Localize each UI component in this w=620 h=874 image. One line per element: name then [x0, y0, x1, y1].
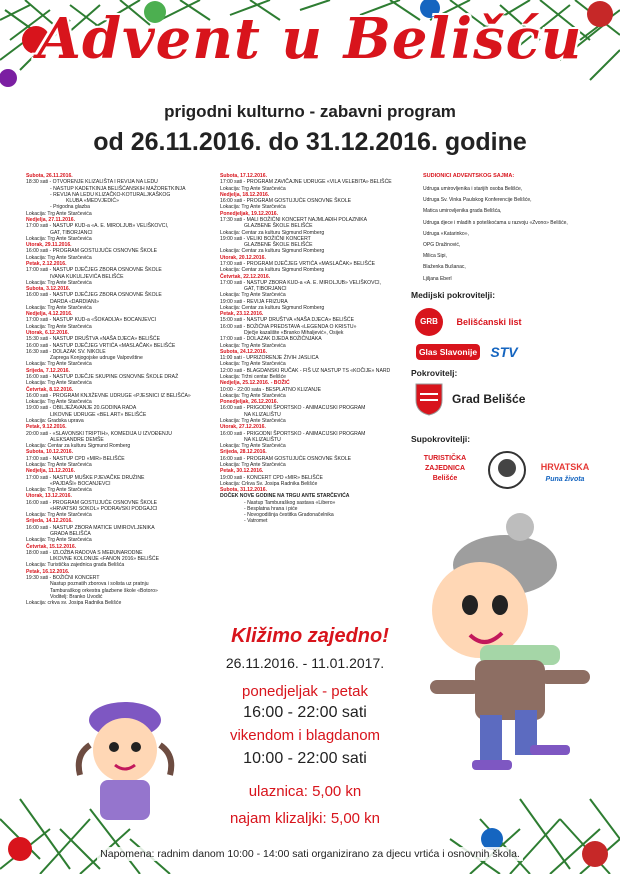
- organizer-item: Udruga «Katarinko»,: [423, 230, 469, 237]
- program-event: Lokacija: Trg Ante Starčevića: [26, 537, 92, 544]
- weekend-hours: 10:00 - 22:00 sati: [243, 750, 367, 767]
- school-badge-icon: [487, 450, 527, 490]
- program-event: 19:00 sati - OBILJEŽAVANJE 20.GODINA RADA: [26, 405, 137, 412]
- organizer-item: Udruga umirovljenika i starijih osoba Belišće,: [423, 186, 523, 192]
- program-event: 11:00 sati - UPRIZORENJE ŽIVIH JASLICA: [220, 355, 319, 362]
- program-event: DOČEK NOVE GODINE NA TRGU ANTE STARČEVIĆA: [220, 493, 350, 500]
- program-event: 16:00 sati - NASTUP DJEČJEG VRTIĆA «MASLAČAK» BELIŠĆE: [26, 342, 176, 349]
- subtitle: prigodni kulturno - zabavni program: [164, 102, 456, 121]
- program-day-heading: Subota, 3.12.2016.: [26, 286, 71, 293]
- program-detail: - Besplatna hrana i piće: [244, 505, 298, 512]
- beliscanski-list-logo: Belišćanski list: [456, 317, 522, 327]
- program-day-heading: Nedjelja, 27.11.2016.: [26, 216, 75, 223]
- program-event: Lokacija: Centar za kulturu Sigmund Romberg: [220, 267, 325, 274]
- organizer-item: Ljiljana Eberl: [423, 275, 452, 282]
- program-event: 15:30 sati - NASTUP DRUŠTVA «NAŠA DJECA» BELIŠĆE: [26, 336, 160, 343]
- program-detail: LIKOVNE KOLONIJE «FANON 2016» BELIŠĆE: [50, 556, 159, 563]
- page-title: Advent u Belišću: [37, 6, 583, 72]
- program-day-heading: Četvrtak, 15.12.2016.: [26, 543, 77, 550]
- program-event: Lokacija: Tržni centar Belišće: [220, 374, 286, 380]
- program-event: 17:30 sati - MALI BOŽIĆNI KONCERT NAJMLAĐIH POLAZNIKA: [220, 216, 368, 223]
- program-detail: «PAJDAŠI» BOCANJEVCI: [50, 480, 111, 487]
- skate-rent-fee: najam klizaljki: 5,00 kn: [229, 810, 381, 827]
- date-range: od 26.11.2016. do 31.12.2016. godine: [93, 128, 527, 156]
- program-event: 15:00 sati - NASTUP DRUŠTVA «NAŠA DJECA» BELIŠĆE: [220, 317, 354, 324]
- footer-note-text: Napomena: radnim danom 10:00 - 14:00 sati organizirano za djecu vrtića i osnovnih škola.: [97, 847, 523, 861]
- coat-of-arms-icon: [414, 382, 444, 416]
- program-event: Lokacija: Trg Ante Starčevića: [26, 254, 92, 261]
- program-event: Lokacija: Trg Ante Starčevića: [26, 279, 92, 286]
- skating-headline: Kližimo zajedno!: [231, 625, 389, 647]
- program-day-heading: Nedjelja, 25.12.2016. - BOŽIĆ: [220, 380, 290, 387]
- program-event: Lokacija: Gradska uprava: [26, 417, 84, 424]
- program-event: 16:00 sati - PROGRAM GOSTUJUĆE OSNOVNE ŠKOLE: [220, 198, 352, 205]
- program-detail: IVANA KUKULJEVIĆA BELIŠĆE: [50, 273, 124, 280]
- program-detail: ALEKSANDRE DEMŠE: [50, 436, 104, 443]
- program-event: Lokacija: Trg Ante Starčevića: [26, 512, 92, 519]
- program-detail: - NASTUP KADETKINJA BELIŠĆANSKIH MAŽORETKINJA: [50, 185, 186, 192]
- program-event: Lokacija: crkva sv. Josipa Radnika Belišće: [26, 600, 122, 607]
- organizer-item: OPG Dražinović,: [423, 242, 461, 249]
- program-day-heading: Utorak, 13.12.2016.: [26, 493, 72, 500]
- program-event: Lokacija: Crkva Sv. Josipa Radnika Belišće: [220, 480, 318, 487]
- program-event: 16:00 sati - NASTUP DJEČJE SKUPINE OSNOVNE ŠKOLE DRAŽ: [26, 374, 179, 380]
- program-event: 16:00 sati - NASTUP ZBORA MATICE UMIROVLJENIKA: [26, 524, 155, 531]
- program-detail: GAT, TIBORJANCI: [244, 286, 287, 293]
- program-event: 16:00 sati - PROGRAM GOSTUJUĆE OSNOVNE ŠKOLE: [26, 499, 158, 506]
- program-event: 16:00 sati - PRIGODNI ŠPORTSKO - ANIMACIJSKI PROGRAM: [220, 405, 366, 412]
- organizers-title: SUDIONICI ADVENTSKOG SAJMA:: [423, 173, 515, 179]
- skating-period: 26.11.2016. - 11.01.2017.: [225, 655, 385, 671]
- patron-title: Pokrovitelj:: [411, 368, 458, 378]
- program-event: 20:00 sati - «SLAVONSKI TRIPTIH», KOMEDIJA U IZVOĐENJU: [26, 430, 172, 437]
- co-sponsors-title: Supokrovitelji:: [411, 434, 471, 444]
- entry-fee: ulaznica: 5,00 kn: [248, 783, 362, 800]
- program-event: 16:00 sati - PRIGODNI ŠPORTSKO - ANIMACIJSKI PROGRAM: [220, 430, 366, 437]
- media-sponsors-title: Medijski pokrovitelji:: [411, 290, 496, 300]
- program-day-heading: Utorak, 6.12.2016.: [26, 330, 70, 337]
- program-detail: NA KLIZALIŠTU: [244, 436, 281, 443]
- program-event: 16:00 sati - PROGRAM GOSTUJUĆE OSNOVNE ŠKOLE: [26, 248, 158, 255]
- program-day-heading: Utorak, 27.12.2016.: [220, 424, 266, 431]
- program-detail: - Nastup Tamburaškog sastava «Libero»: [244, 499, 336, 506]
- program-day-heading: Petak, 23.12.2016.: [220, 311, 264, 318]
- program-detail: GLAZBENE ŠKOLE BELIŠĆE: [244, 242, 313, 249]
- organizers-list: [423, 184, 603, 285]
- program-event: 16:30 sati - DOLAZAK SV. NIKOLE: [26, 348, 106, 355]
- organizer-item: Milica Sipi,: [423, 253, 447, 260]
- program-day-heading: Subota, 31.12.2016.: [220, 487, 268, 494]
- program-detail: LIKOVNE UDRUGE «BEL ART» BELIŠĆE: [50, 411, 147, 418]
- program-event: 17:00 sati - DOLAZAK DJEDA BOŽIĆNJAKA: [220, 336, 322, 343]
- program-event: Lokacija: Trg Ante Starčevića: [220, 292, 286, 299]
- organizer-item: Matica umirovljenika grada Belišća,: [423, 208, 502, 215]
- program-event: 17:00 sati - PROGRAM DJEČJEG VRTIĆA «MASLAČAK» BELIŠĆE: [220, 260, 376, 267]
- program-detail: KLUBA «MEDVJEDIĆ»: [66, 198, 119, 205]
- footer-note: [0, 848, 620, 860]
- program-event: Lokacija: Trg Ante Starčevića: [220, 392, 286, 399]
- program-day-heading: Srijeda, 14.12.2016.: [26, 518, 73, 525]
- program-detail: GRADA BELIŠĆA: [50, 531, 91, 538]
- program-day-heading: Petak, 30.12.2016.: [220, 468, 264, 475]
- program-event: 17:00 sati - NASTUP DJEČJEG ZBORA OSNOVNE ŠKOLE: [26, 267, 162, 274]
- program-day-heading: Subota, 24.12.2016.: [220, 348, 268, 355]
- program-detail: Voditelj: Branko Uvodić: [50, 593, 103, 600]
- program-day-heading: Ponedjeljak, 19.12.2016.: [220, 210, 279, 217]
- program-event: 17:00 sati - PROGRAM ZAVIČAJNE UDRUGE «VILA VELEBITA» BELIŠĆE: [220, 179, 392, 186]
- program-event: Lokacija: Trg Ante Starčevića: [26, 361, 92, 368]
- program-day-heading: Nedjelja, 4.12.2016.: [26, 311, 73, 318]
- program-day-heading: Petak, 2.12.2016.: [26, 260, 67, 267]
- program-detail: Tamburaškog orkestra glazbene škole «Botoro»: [50, 587, 158, 594]
- program-detail: «HRVATSKI SOKOL» PODRAVSKI PODGAJCI: [50, 505, 158, 512]
- program-event: 19:00 sati - KONCERT CPD «MIR» BELIŠĆE: [220, 474, 323, 481]
- program-event: 12:00 sati - BLAGDANSKI RUČAK - FIŠ UZ NASTUP TS «KOČIJE» NARD: [220, 367, 391, 374]
- weekend-label: vikendom i blagdanom: [229, 727, 381, 744]
- program-event: Lokacija: Centar za kulturu Sigmund Romberg: [220, 304, 325, 311]
- program-day-heading: Subota, 10.12.2016.: [26, 449, 74, 456]
- program-detail: Zaprega Konjogojske udruge Valpovštine: [50, 355, 143, 362]
- program-event: Lokacija: Centar za kulturu Sigmund Romberg: [220, 248, 325, 255]
- program-day-heading: Srijeda, 28.12.2016.: [220, 449, 267, 456]
- stv-logo: STV: [490, 344, 518, 360]
- program-day-heading: Subota, 26.11.2016.: [26, 173, 73, 179]
- program-event: Lokacija: Trg Ante Starčevića: [220, 185, 286, 192]
- program-event: Lokacija: Trg Ante Starčevića: [220, 204, 286, 211]
- program-event: Lokacija: Centar za kulturu Sigmund Romberg: [26, 443, 131, 450]
- program-event: 17:00 sati - NASTUP KUD-a «ŠOKADIJA» BOCANJEVCI: [26, 317, 157, 324]
- croatia-slogan: Puna života: [545, 476, 585, 483]
- program-event: 18:30 sati - OTVORENJE KLIZALIŠTA I REVIJA NA LEDU: [26, 179, 158, 186]
- program-event: 16:00 sati - PROGRAM KNJIŽEVNE UDRUGE «PJESNICI IZ BELIŠĆA»: [26, 392, 191, 399]
- program-event: 16:00 sati - PROGRAM GOSTUJUĆE OSNOVNE ŠKOLE: [220, 455, 352, 462]
- program-event: Lokacija: Trg Ante Starčevića: [220, 361, 286, 368]
- program-event: 17:00 sati - NASTUP CPD «MIR» BELIŠĆE: [26, 455, 125, 462]
- program-event: Lokacija: Trg Ante Starčevića: [220, 342, 286, 349]
- organizer-item: Udruga djece i mladih s poteškoćama u razvoju «Zvono» Belišće,: [423, 219, 568, 226]
- croatia-logo: HRVATSKA: [540, 462, 590, 472]
- program-event: 18:00 sati - IZLOŽBA RADOVA S MEĐUNARODNE: [26, 549, 143, 556]
- program-event: Lokacija: Trg Ante Starčevića: [26, 380, 92, 387]
- program-event: 10:00 - 22:00 sata - BESPLATNO KLIZANJE: [220, 386, 321, 393]
- program-event: 19:00 sati - REVIJA FRIZURA: [220, 298, 288, 305]
- program-day-heading: Srijeda, 7.12.2016.: [26, 367, 70, 374]
- program-detail: - Novogodišnja čestitka Gradonačelnika: [244, 512, 334, 519]
- program-event: 16:00 sati - BOŽIĆNA PREDSTAVA «LEGENDA O KRISTU»: [220, 323, 357, 330]
- program-detail: Nastup poznatih zborova i solista uz pratnju: [50, 581, 149, 588]
- boy-skater-illustration: [420, 505, 600, 785]
- program-event: 17:00 sati - NASTUP KUD-a «A. E. MIROLJUB» VELIŠKOVCI,: [26, 223, 169, 230]
- program-detail: - Vatromet: [244, 518, 268, 525]
- program-day-heading: Petak, 16.12.2016.: [26, 568, 70, 575]
- program-day-heading: Utorak, 29.11.2016.: [26, 242, 72, 249]
- program-event: Lokacija: Trg Ante Starčevića: [26, 399, 92, 406]
- program-detail: NA KLIZALIŠTU: [244, 411, 281, 418]
- program-event: Lokacija: Trg Ante Starčevića: [26, 461, 92, 468]
- program-day-heading: Nedjelja, 11.12.2016.: [26, 468, 75, 475]
- program-day-heading: Četvrtak, 8.12.2016.: [26, 386, 74, 393]
- program-day-heading: Četvrtak, 22.12.2016.: [220, 273, 271, 280]
- program-event: Lokacija: Centar za kulturu Sigmund Romberg: [220, 229, 325, 236]
- weekday-hours: 16:00 - 22:00 sati: [243, 704, 367, 721]
- program-event: Lokacija: Turistička zajednica grada Belišća: [26, 562, 125, 569]
- organizer-item: Udruga Sv. Vinka Paulskog Konferencije Belišće,: [423, 197, 532, 204]
- program-detail: - Prigodna glazba: [50, 204, 90, 211]
- program-day-heading: Ponedjeljak, 26.12.2016.: [220, 399, 279, 406]
- program-day-heading: Subota, 17.12.2016.: [220, 173, 268, 179]
- program-day-heading: Nedjelja, 18.12.2016.: [220, 191, 270, 198]
- program-event: Lokacija: Trg Ante Starčevića: [26, 235, 92, 242]
- program-day-heading: Petak, 9.12.2016.: [26, 424, 67, 431]
- program-detail: GAT, TIBORJANCI: [50, 229, 93, 236]
- program-event: Lokacija: Trg Ante Starčevića: [26, 304, 92, 311]
- program-event: 19:00 sati - VELIKI BOŽIĆNI KONCERT: [220, 235, 311, 242]
- program-event: Lokacija: Trg Ante Starčevića: [26, 487, 92, 494]
- program-event: 17:00 sati - NASTUP MUŠKE PJEVAČKE DRUŽINE: [26, 474, 145, 481]
- program-detail: DARDA «DARDIANI»: [50, 298, 99, 305]
- program-day-heading: Utorak, 20.12.2016.: [220, 254, 266, 261]
- organizer-item: Blaženka Bušanac,: [423, 264, 466, 271]
- program-column-left: [26, 173, 218, 606]
- program-detail: GLAZBENE ŠKOLE BELIŠĆE: [244, 223, 313, 230]
- program-event: Lokacija: Trg Ante Starčevića: [220, 461, 286, 468]
- program-event: Lokacija: Trg Ante Starčevića: [220, 417, 286, 424]
- program-column-right: [220, 173, 410, 525]
- glas-slavonije-logo: Glas Slavonije: [416, 344, 480, 360]
- program-event: Lokacija: Trg Ante Starčevića: [26, 210, 92, 217]
- tourist-board-logo: TURISTIČKA ZAJEDNICA Belišće: [423, 455, 467, 482]
- program-event: Lokacija: Trg Ante Starčevića: [26, 323, 92, 330]
- program-event: Lokacija: Trg Ante Starčevića: [220, 443, 286, 450]
- patron-name: Grad Belišće: [452, 392, 526, 406]
- program-event: 19:30 sati - BOŽIĆNI KONCERT: [26, 575, 100, 581]
- weekday-label: ponedjeljak - petak: [242, 683, 368, 700]
- program-detail: Dječje kazalište «Branko Mihaljević», Osijek: [244, 330, 344, 337]
- program-detail: - REVIJA NA LEDU KLIZAČKO-KOTURALJKAŠKOG: [50, 191, 171, 198]
- grb-logo: GRB: [415, 308, 443, 336]
- program-event: 16:00 sati - NASTUP DJEČJEG ZBORA OSNOVNE ŠKOLE: [26, 292, 162, 299]
- program-event: 17:00 sati - NASTUP ZBORA KUD-a «A. E. MIROLJUB» VELIŠKOVCI,: [220, 279, 381, 286]
